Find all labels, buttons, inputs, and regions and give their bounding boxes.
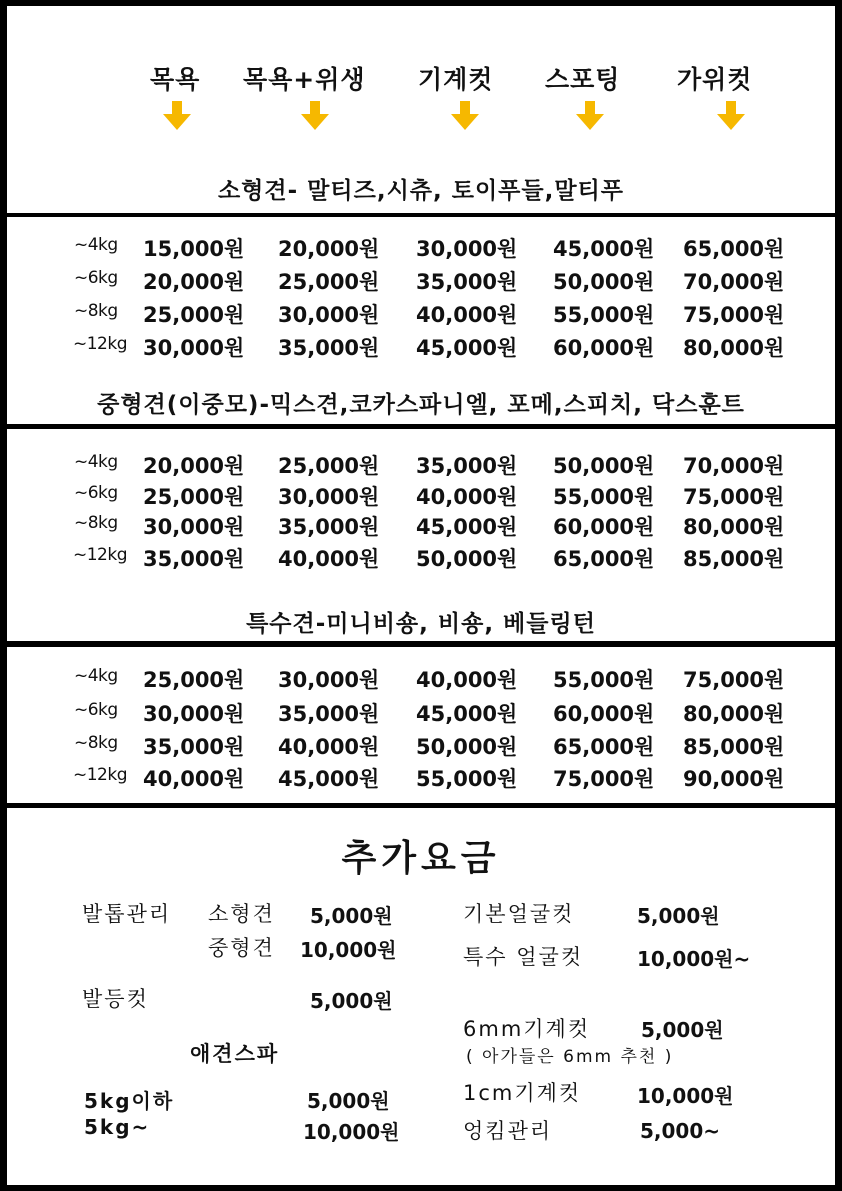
price-cell: 70,000원 — [683, 270, 785, 294]
price-cell: 40,000원 — [416, 485, 518, 509]
price-cell: 40,000원 — [416, 303, 518, 327]
price-cell: 70,000원 — [683, 454, 785, 478]
price-cell: 45,000원 — [416, 515, 518, 539]
weight-label: ~8kg — [74, 733, 118, 753]
section-title-special: 특수견-미니비숑, 비숑, 베들링턴 — [246, 611, 596, 637]
weight-label: ~4kg — [74, 235, 118, 255]
price-cell: 85,000원 — [683, 547, 785, 571]
spa-under5-label: 5kg이하 — [84, 1089, 175, 1113]
section-title-medium: 중형견(이중모)-믹스견,코카스파니엘, 포메,스피치, 닥스훈트 — [97, 392, 745, 418]
paw-cut-label: 발등컷 — [82, 987, 149, 1011]
arrow-down-icon — [451, 101, 479, 131]
price-cell: 30,000원 — [143, 702, 245, 726]
price-cell: 90,000원 — [683, 767, 785, 791]
arrow-down-icon — [301, 101, 329, 131]
weight-label: ~4kg — [74, 666, 118, 686]
table-row — [0, 664, 842, 694]
weight-label: ~12kg — [73, 545, 128, 565]
header-bath-hygiene: 목욕+위생 — [243, 65, 366, 94]
price-cell: 35,000원 — [278, 702, 380, 726]
price-cell: 55,000원 — [416, 767, 518, 791]
weight-label: ~6kg — [74, 268, 118, 288]
special-face-label: 특수 얼굴컷 — [463, 945, 584, 969]
price-cell: 40,000원 — [143, 767, 245, 791]
header-machine-cut: 기계컷 — [418, 65, 494, 94]
table-row — [0, 763, 842, 793]
price-cell: 35,000원 — [143, 547, 245, 571]
price-cell: 15,000원 — [143, 237, 245, 261]
extra-fee-title: 추가요금 — [341, 838, 501, 879]
price-cell: 75,000원 — [553, 767, 655, 791]
spa-over5-price: 10,000원 — [303, 1120, 400, 1144]
price-cell: 25,000원 — [143, 485, 245, 509]
paw-cut-price: 5,000원 — [310, 989, 393, 1013]
foot-care-medium-label: 중형견 — [208, 936, 275, 960]
machine1cm-price: 10,000원 — [637, 1084, 734, 1108]
table-row — [0, 450, 842, 480]
tangle-label: 엉킴관리 — [463, 1119, 553, 1143]
price-cell: 60,000원 — [553, 515, 655, 539]
foot-care-small-price: 5,000원 — [310, 904, 393, 928]
machine6-label: 6mm기계컷 — [463, 1017, 591, 1041]
price-cell: 20,000원 — [143, 270, 245, 294]
foot-care-small-label: 소형견 — [208, 902, 275, 926]
price-cell: 30,000원 — [278, 668, 380, 692]
price-cell: 85,000원 — [683, 735, 785, 759]
table-row — [0, 481, 842, 511]
price-cell: 25,000원 — [278, 454, 380, 478]
weight-label: ~12kg — [73, 765, 128, 785]
price-cell: 35,000원 — [278, 515, 380, 539]
price-cell: 25,000원 — [143, 303, 245, 327]
price-cell: 50,000원 — [553, 454, 655, 478]
price-cell: 60,000원 — [553, 336, 655, 360]
machine6-price: 5,000원 — [641, 1018, 724, 1042]
price-cell: 65,000원 — [683, 237, 785, 261]
spa-label: 애견스파 — [190, 1042, 280, 1066]
price-cell: 35,000원 — [416, 270, 518, 294]
price-cell: 55,000원 — [553, 668, 655, 692]
foot-care-label: 발톱관리 — [82, 902, 172, 926]
header-bath: 목욕 — [150, 65, 201, 94]
price-cell: 55,000원 — [553, 485, 655, 509]
price-cell: 55,000원 — [553, 303, 655, 327]
price-cell: 60,000원 — [553, 702, 655, 726]
table-row — [0, 332, 842, 362]
machine1cm-label: 1cm기계컷 — [463, 1081, 582, 1105]
table-row — [0, 299, 842, 329]
weight-label: ~12kg — [73, 334, 128, 354]
table-row — [0, 233, 842, 263]
price-cell: 25,000원 — [143, 668, 245, 692]
price-cell: 75,000원 — [683, 485, 785, 509]
price-cell: 40,000원 — [278, 547, 380, 571]
price-cell: 50,000원 — [553, 270, 655, 294]
price-cell: 80,000원 — [683, 336, 785, 360]
price-cell: 25,000원 — [278, 270, 380, 294]
price-cell: 45,000원 — [278, 767, 380, 791]
special-face-price: 10,000원~ — [637, 947, 751, 971]
price-cell: 30,000원 — [278, 485, 380, 509]
price-cell: 65,000원 — [553, 547, 655, 571]
price-cell: 30,000원 — [416, 237, 518, 261]
table-row — [0, 698, 842, 728]
price-cell: 45,000원 — [416, 702, 518, 726]
basic-face-label: 기본얼굴컷 — [463, 902, 575, 926]
price-cell: 65,000원 — [553, 735, 655, 759]
price-cell: 45,000원 — [553, 237, 655, 261]
basic-face-price: 5,000원 — [637, 904, 720, 928]
weight-label: ~6kg — [74, 700, 118, 720]
price-cell: 40,000원 — [278, 735, 380, 759]
price-cell: 35,000원 — [278, 336, 380, 360]
price-cell: 80,000원 — [683, 702, 785, 726]
table-row — [0, 731, 842, 761]
price-cell: 30,000원 — [143, 336, 245, 360]
price-cell: 75,000원 — [683, 668, 785, 692]
tangle-price: 5,000~ — [640, 1119, 721, 1143]
arrow-down-icon — [163, 101, 191, 131]
weight-label: ~8kg — [74, 513, 118, 533]
price-cell: 50,000원 — [416, 547, 518, 571]
table-row — [0, 543, 842, 573]
price-cell: 20,000원 — [143, 454, 245, 478]
arrow-down-icon — [576, 101, 604, 131]
table-row — [0, 266, 842, 296]
price-cell: 75,000원 — [683, 303, 785, 327]
machine6-note: ( 아가들은 6mm 추천 ) — [466, 1047, 674, 1067]
foot-care-medium-price: 10,000원 — [300, 938, 397, 962]
weight-label: ~4kg — [74, 452, 118, 472]
spa-under5-price: 5,000원 — [307, 1089, 390, 1113]
price-cell: 40,000원 — [416, 668, 518, 692]
price-cell: 50,000원 — [416, 735, 518, 759]
weight-label: ~6kg — [74, 483, 118, 503]
price-cell: 80,000원 — [683, 515, 785, 539]
table-row — [0, 511, 842, 541]
arrow-down-icon — [717, 101, 745, 131]
section-title-small: 소형견- 말티즈,시츄, 토이푸들,말티푸 — [217, 178, 625, 204]
price-cell: 30,000원 — [278, 303, 380, 327]
header-scissor-cut: 가위컷 — [677, 65, 753, 94]
weight-label: ~8kg — [74, 301, 118, 321]
spa-over5-label: 5kg~ — [84, 1115, 151, 1139]
header-sporting: 스포팅 — [545, 65, 621, 94]
price-cell: 35,000원 — [143, 735, 245, 759]
price-cell: 20,000원 — [278, 237, 380, 261]
price-cell: 30,000원 — [143, 515, 245, 539]
price-cell: 45,000원 — [416, 336, 518, 360]
price-cell: 35,000원 — [416, 454, 518, 478]
